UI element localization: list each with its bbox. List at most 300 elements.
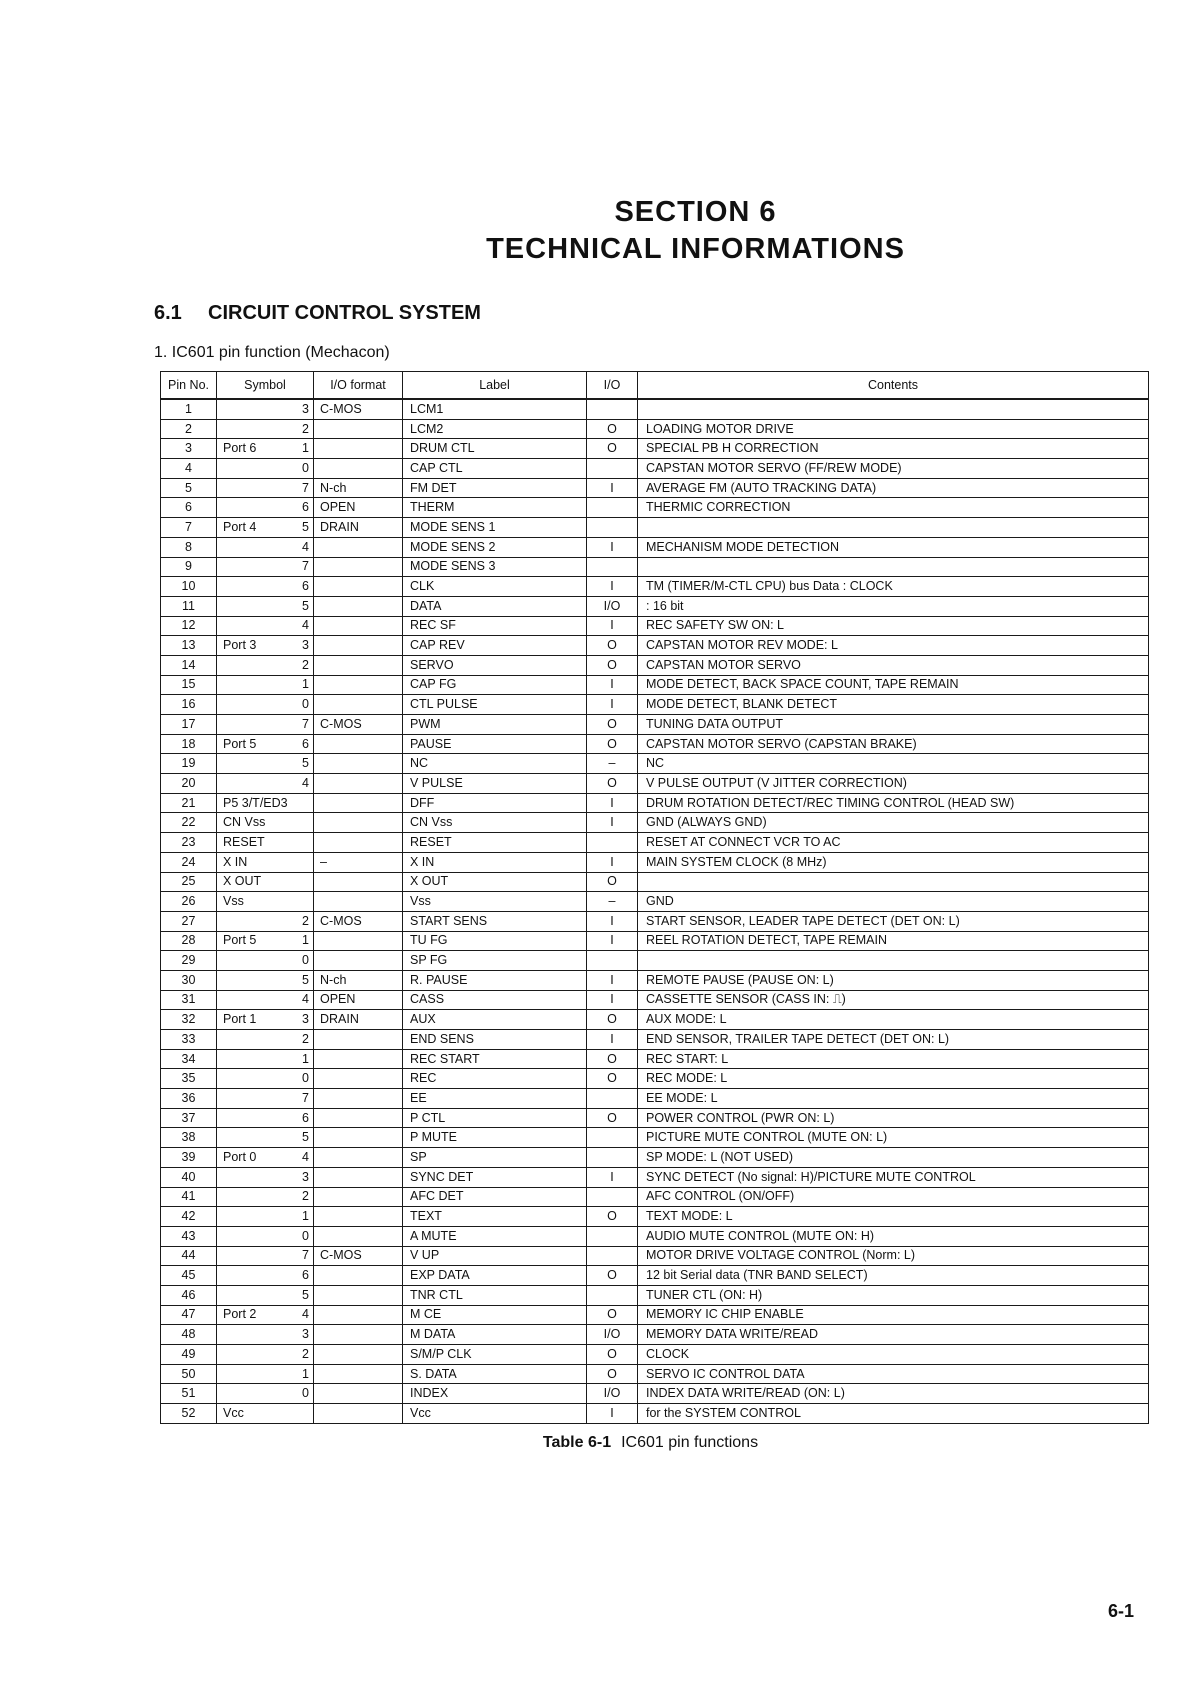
label-cell: TNR CTL [403,1285,587,1305]
io-format-cell [314,754,403,774]
pin-number-cell: 23 [161,833,217,853]
table-row [161,911,1149,931]
symbol-cell [217,852,314,872]
label-cell: NC [403,754,587,774]
io-format-cell [314,793,403,813]
symbol-cell [217,970,314,990]
symbol-cell [217,1187,314,1207]
table-row [161,1246,1149,1266]
io-format-cell [314,1128,403,1148]
label-cell: Vcc [403,1404,587,1424]
subsection-number: 6.1 [154,302,182,324]
header-pin-no: Pin No. [161,372,217,400]
io-cell: I [587,852,638,872]
table-row [161,655,1149,675]
table-row [161,715,1149,735]
io-cell [587,1089,638,1109]
pin-number-cell: 49 [161,1345,217,1365]
port-bit: 1 [302,441,309,456]
io-format-cell: – [314,852,403,872]
pin-number-cell: 41 [161,1187,217,1207]
pin-number-cell: 24 [161,852,217,872]
table-row [161,498,1149,518]
io-cell: O [587,774,638,794]
symbol-cell [217,1305,314,1325]
port-bit: 5 [302,519,309,534]
pin-number-cell: 37 [161,1108,217,1128]
table-row [161,616,1149,636]
contents-cell: SYNC DETECT (No signal: H)/PICTURE MUTE CONTROL [638,1167,1149,1187]
port-bit: 0 [302,1071,309,1086]
io-format-cell [314,1187,403,1207]
pin-number-cell: 33 [161,1030,217,1050]
symbol-cell [217,911,314,931]
contents-cell: MODE DETECT, BACK SPACE COUNT, TAPE REMAIN [638,675,1149,695]
section-title: SECTION 6 [614,196,777,228]
port-name: P5 3/T/ED3 [223,795,288,810]
symbol-cell [217,596,314,616]
port-name: RESET [223,834,265,849]
contents-cell: CAPSTAN MOTOR SERVO (CAPSTAN BRAKE) [638,734,1149,754]
label-cell: X IN [403,852,587,872]
io-format-cell [314,734,403,754]
table-row [161,1384,1149,1404]
label-cell: P MUTE [403,1128,587,1148]
pin-number-cell: 39 [161,1148,217,1168]
symbol-cell [217,1345,314,1365]
pin-number-cell: 17 [161,715,217,735]
table-row [161,931,1149,951]
symbol-cell [217,1089,314,1109]
io-format-cell [314,1285,403,1305]
label-cell: M DATA [403,1325,587,1345]
label-cell: AUX [403,1010,587,1030]
symbol-cell [217,695,314,715]
table-row [161,1226,1149,1246]
contents-cell: START SENSOR, LEADER TAPE DETECT (DET ON: L) [638,911,1149,931]
io-cell: I [587,675,638,695]
io-cell: I [587,813,638,833]
symbol-cell [217,537,314,557]
port-bit: 5 [302,598,309,613]
symbol-cell [217,518,314,538]
port-bit: 6 [302,500,309,515]
io-format-cell [314,1266,403,1286]
label-cell: CASS [403,990,587,1010]
contents-cell: LOADING MOTOR DRIVE [638,419,1149,439]
table-row [161,833,1149,853]
symbol-cell [217,1049,314,1069]
label-cell: TU FG [403,931,587,951]
io-cell: O [587,872,638,892]
contents-cell: MECHANISM MODE DETECTION [638,537,1149,557]
pin-number-cell: 29 [161,951,217,971]
pin-number-cell: 18 [161,734,217,754]
io-cell: O [587,655,638,675]
pin-number-cell: 3 [161,439,217,459]
symbol-cell [217,1364,314,1384]
table-row [161,1345,1149,1365]
io-format-cell [314,1108,403,1128]
caption-text: IC601 pin functions [621,1434,759,1451]
io-cell: O [587,636,638,656]
symbol-cell [217,931,314,951]
contents-cell: TUNER CTL (ON: H) [638,1285,1149,1305]
label-cell: REC [403,1069,587,1089]
contents-cell: CAPSTAN MOTOR REV MODE: L [638,636,1149,656]
label-cell: P CTL [403,1108,587,1128]
table-row [161,734,1149,754]
pin-number-cell: 32 [161,1010,217,1030]
contents-cell: CAPSTAN MOTOR SERVO [638,655,1149,675]
io-format-cell [314,1384,403,1404]
label-cell: EE [403,1089,587,1109]
table-row [161,596,1149,616]
pin-function-table [160,371,1149,1424]
table-row [161,1030,1149,1050]
port-bit: 3 [302,401,309,416]
symbol-cell [217,1404,314,1424]
port-name: Port 1 [223,1012,257,1027]
table-row [161,1049,1149,1069]
label-cell: DRUM CTL [403,439,587,459]
symbol-cell [217,1148,314,1168]
io-format-cell [314,872,403,892]
port-bit: 2 [302,1346,309,1361]
io-format-cell [314,1226,403,1246]
pin-number-cell: 10 [161,577,217,597]
port-name: Port 6 [223,441,257,456]
port-bit: 2 [302,1189,309,1204]
contents-cell: SERVO IC CONTROL DATA [638,1364,1149,1384]
table-caption [0,1434,1191,1452]
port-bit: 0 [302,1228,309,1243]
contents-cell: CAPSTAN MOTOR SERVO (FF/REW MODE) [638,459,1149,479]
label-cell: CAP FG [403,675,587,695]
pin-number-cell: 52 [161,1404,217,1424]
pin-number-cell: 16 [161,695,217,715]
port-bit: 4 [302,775,309,790]
label-cell: PWM [403,715,587,735]
table-row [161,951,1149,971]
label-cell: MODE SENS 3 [403,557,587,577]
io-cell [587,518,638,538]
io-cell: O [587,1069,638,1089]
symbol-cell [217,399,314,419]
io-format-cell [314,1305,403,1325]
io-format-cell [314,1030,403,1050]
table-row [161,419,1149,439]
label-cell: THERM [403,498,587,518]
pin-number-cell: 50 [161,1364,217,1384]
pin-number-cell: 48 [161,1325,217,1345]
pin-number-cell: 12 [161,616,217,636]
table-row [161,1266,1149,1286]
contents-cell: MEMORY DATA WRITE/READ [638,1325,1149,1345]
io-format-cell [314,774,403,794]
io-format-cell: N-ch [314,970,403,990]
symbol-cell [217,754,314,774]
pin-number-cell: 46 [161,1285,217,1305]
io-format-cell [314,616,403,636]
contents-cell: for the SYSTEM CONTROL [638,1404,1149,1424]
io-cell [587,459,638,479]
pin-number-cell: 13 [161,636,217,656]
io-cell: O [587,1108,638,1128]
label-cell: Vss [403,892,587,912]
symbol-cell [217,1266,314,1286]
port-name: Port 5 [223,933,257,948]
table-header [161,372,1149,400]
io-cell: I [587,970,638,990]
contents-cell: NC [638,754,1149,774]
io-cell: I/O [587,596,638,616]
io-format-cell [314,636,403,656]
io-cell: I [587,537,638,557]
io-cell [587,1246,638,1266]
label-cell: CN Vss [403,813,587,833]
pin-number-cell: 20 [161,774,217,794]
io-format-cell [314,459,403,479]
caption-label: Table 6-1 [542,1434,612,1451]
port-bit: 5 [302,972,309,987]
io-format-cell [314,931,403,951]
contents-cell: POWER CONTROL (PWR ON: L) [638,1108,1149,1128]
port-bit: 5 [302,756,309,771]
contents-cell: GND (ALWAYS GND) [638,813,1149,833]
header-label: Label [403,372,587,400]
io-cell: I [587,990,638,1010]
io-cell [587,399,638,419]
io-format-cell [314,1345,403,1365]
port-name: Port 0 [223,1149,257,1164]
contents-cell: V PULSE OUTPUT (V JITTER CORRECTION) [638,774,1149,794]
contents-cell: PICTURE MUTE CONTROL (MUTE ON: L) [638,1128,1149,1148]
table-row [161,774,1149,794]
symbol-cell [217,872,314,892]
contents-cell: MAIN SYSTEM CLOCK (8 MHz) [638,852,1149,872]
contents-cell: MOTOR DRIVE VOLTAGE CONTROL (Norm: L) [638,1246,1149,1266]
io-format-cell: OPEN [314,498,403,518]
io-cell: O [587,715,638,735]
symbol-cell [217,1285,314,1305]
io-cell [587,1285,638,1305]
pin-number-cell: 27 [161,911,217,931]
io-format-cell [314,439,403,459]
pin-number-cell: 5 [161,478,217,498]
port-name: Port 5 [223,736,257,751]
table-row [161,518,1149,538]
symbol-cell [217,892,314,912]
io-cell: O [587,1345,638,1365]
table-intro: 1. IC601 pin function (Mechacon) [154,344,390,361]
symbol-cell [217,419,314,439]
io-cell: I [587,695,638,715]
io-cell [587,833,638,853]
label-cell: TEXT [403,1207,587,1227]
symbol-cell [217,734,314,754]
io-cell [587,1226,638,1246]
pin-number-cell: 15 [161,675,217,695]
header-symbol: Symbol [217,372,314,400]
contents-cell: RESET AT CONNECT VCR TO AC [638,833,1149,853]
port-name: X IN [223,854,248,869]
contents-cell: MEMORY IC CHIP ENABLE [638,1305,1149,1325]
symbol-cell [217,1246,314,1266]
io-cell: O [587,1207,638,1227]
symbol-cell [217,774,314,794]
io-format-cell [314,951,403,971]
io-cell: I [587,616,638,636]
table-row [161,1128,1149,1148]
port-bit: 2 [302,913,309,928]
contents-cell: REMOTE PAUSE (PAUSE ON: L) [638,970,1149,990]
page-number: 6-1 [1108,1601,1135,1621]
pin-number-cell: 26 [161,892,217,912]
label-cell: M CE [403,1305,587,1325]
port-bit: 0 [302,1386,309,1401]
io-cell: O [587,1049,638,1069]
io-format-cell [314,1167,403,1187]
port-bit: 4 [302,1307,309,1322]
contents-cell: MODE DETECT, BLANK DETECT [638,695,1149,715]
table-row [161,1404,1149,1424]
io-format-cell [314,892,403,912]
label-cell: V UP [403,1246,587,1266]
label-cell: V PULSE [403,774,587,794]
contents-cell: TM (TIMER/M-CTL CPU) bus Data : CLOCK [638,577,1149,597]
table-row [161,695,1149,715]
label-cell: LCM2 [403,419,587,439]
label-cell: SP [403,1148,587,1168]
contents-cell: AUX MODE: L [638,1010,1149,1030]
contents-cell: SPECIAL PB H CORRECTION [638,439,1149,459]
port-bit: 1 [302,1366,309,1381]
io-cell: O [587,439,638,459]
port-bit: 4 [302,992,309,1007]
port-bit: 1 [302,677,309,692]
symbol-cell [217,833,314,853]
pin-number-cell: 8 [161,537,217,557]
table-row [161,754,1149,774]
pin-number-cell: 7 [161,518,217,538]
symbol-cell [217,675,314,695]
io-cell: O [587,1305,638,1325]
io-cell: O [587,419,638,439]
io-cell [587,557,638,577]
symbol-cell [217,813,314,833]
header-contents: Contents [638,372,1149,400]
contents-cell: DRUM ROTATION DETECT/REC TIMING CONTROL (HEAD SW) [638,793,1149,813]
contents-cell: REC SAFETY SW ON: L [638,616,1149,636]
contents-cell: END SENSOR, TRAILER TAPE DETECT (DET ON: L) [638,1030,1149,1050]
symbol-cell [217,1384,314,1404]
table-row [161,793,1149,813]
contents-cell: 12 bit Serial data (TNR BAND SELECT) [638,1266,1149,1286]
io-cell: – [587,754,638,774]
symbol-cell [217,459,314,479]
io-format-cell [314,813,403,833]
table-row [161,1167,1149,1187]
port-bit: 6 [302,1110,309,1125]
table-row [161,1285,1149,1305]
table-row [161,1148,1149,1168]
table-row [161,872,1149,892]
table-row [161,1108,1149,1128]
io-format-cell [314,1404,403,1424]
io-format-cell [314,557,403,577]
io-format-cell: C-MOS [314,911,403,931]
pin-number-cell: 47 [161,1305,217,1325]
contents-cell: AVERAGE FM (AUTO TRACKING DATA) [638,478,1149,498]
port-name: Port 4 [223,519,257,534]
pin-number-cell: 35 [161,1069,217,1089]
port-bit: 1 [302,933,309,948]
label-cell: FM DET [403,478,587,498]
port-name: Vcc [223,1405,244,1420]
label-cell: DATA [403,596,587,616]
io-format-cell: C-MOS [314,715,403,735]
io-cell: O [587,1010,638,1030]
label-cell: START SENS [403,911,587,931]
label-cell: MODE SENS 1 [403,518,587,538]
pin-number-cell: 22 [161,813,217,833]
pin-number-cell: 4 [161,459,217,479]
table-row [161,439,1149,459]
label-cell: SP FG [403,951,587,971]
label-cell: EXP DATA [403,1266,587,1286]
table-row [161,399,1149,419]
label-cell: CLK [403,577,587,597]
io-format-cell [314,695,403,715]
pin-number-cell: 43 [161,1226,217,1246]
io-format-cell [314,1364,403,1384]
table-row [161,478,1149,498]
io-format-cell: C-MOS [314,1246,403,1266]
symbol-cell [217,951,314,971]
port-bit: 0 [302,460,309,475]
contents-cell: INDEX DATA WRITE/READ (ON: L) [638,1384,1149,1404]
port-bit: 6 [302,579,309,594]
io-format-cell [314,833,403,853]
header-io: I/O [587,372,638,400]
pin-number-cell: 30 [161,970,217,990]
pin-number-cell: 2 [161,419,217,439]
table-row [161,852,1149,872]
pin-number-cell: 14 [161,655,217,675]
port-bit: 0 [302,697,309,712]
io-cell [587,498,638,518]
port-name: Port 2 [223,1307,257,1322]
label-cell: MODE SENS 2 [403,537,587,557]
table-row [161,537,1149,557]
symbol-cell [217,990,314,1010]
port-bit: 4 [302,1149,309,1164]
contents-cell: SP MODE: L (NOT USED) [638,1148,1149,1168]
symbol-cell [217,1325,314,1345]
symbol-cell [217,793,314,813]
io-cell: O [587,1266,638,1286]
section-subtitle: TECHNICAL INFORMATIONS [486,233,905,265]
label-cell: SYNC DET [403,1167,587,1187]
io-cell: I [587,911,638,931]
table-row [161,990,1149,1010]
port-bit: 7 [302,1090,309,1105]
symbol-cell [217,1226,314,1246]
io-format-cell [314,596,403,616]
io-cell: I [587,1030,638,1050]
symbol-cell [217,616,314,636]
